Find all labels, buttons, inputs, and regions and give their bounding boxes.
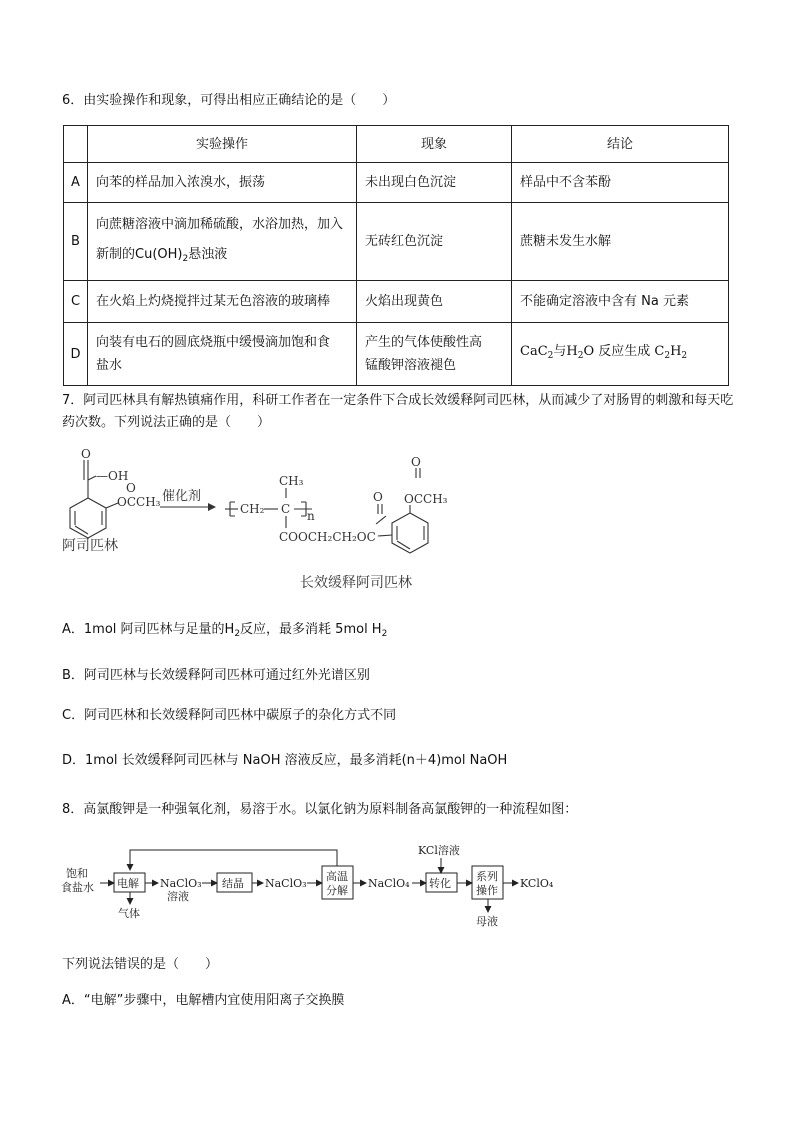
header-conclusion: 结论: [512, 126, 729, 163]
table-row: [64, 281, 729, 323]
phen-line-1: 产生的气体使酸性高: [365, 335, 483, 350]
reaction-scheme: [60, 448, 480, 596]
subscript: 2: [664, 351, 671, 361]
question-8-stem: 8．高氯酸钾是一种强氧化剂，易溶于水。以氯化钠为原料制备高氯酸钾的一种流程如图：: [62, 802, 578, 817]
product-naclo3-solution: NaClO₃: [160, 877, 202, 890]
step-crystallize: 结晶: [222, 877, 244, 890]
op-line-2: 新制的Cu(OH): [96, 246, 183, 262]
step-electrolysis: 电解: [117, 877, 139, 890]
product-label: 长效缓释阿司匹林: [300, 575, 412, 591]
ester-chain: COOCH₂CH₂OC: [279, 530, 376, 544]
step-conversion: 转化: [429, 877, 451, 890]
option-a-text: A．1mol 阿司匹林与足量的H: [62, 622, 235, 637]
header-phenomenon: 现象: [357, 126, 512, 163]
row-phenomenon: 无砖红色沉淀: [357, 203, 512, 281]
recycle-arrow: [130, 850, 337, 870]
table-row: [64, 163, 729, 203]
table-header-row: [64, 126, 729, 163]
row-phenomenon: 火焰出现黄色: [357, 281, 512, 323]
arrow-head-icon: [208, 503, 216, 511]
option-a-text: 反应，最多消耗 5mol H: [240, 622, 382, 637]
gas-label: 气体: [118, 907, 140, 920]
step-series: 系列: [476, 870, 498, 883]
step-decompose: 分解: [326, 884, 348, 897]
row-label: A: [64, 163, 88, 203]
product-naclo3: NaClO₃: [265, 877, 307, 890]
step-operation: 操作: [476, 884, 498, 897]
final-product-kclo4: KClO₄: [520, 877, 554, 890]
header-blank: [64, 126, 88, 163]
phen-line-2: 锰酸钾溶液褪色: [365, 358, 457, 373]
row-operation: 在火焰上灼烧搅拌过某无色溶液的玻璃棒: [88, 281, 357, 323]
process-flowchart: [60, 840, 580, 934]
row-phenomenon: [357, 323, 512, 386]
formula-part: H: [670, 344, 682, 359]
option-a: [62, 620, 387, 644]
product-acetoxy-oxygen: O: [411, 455, 421, 469]
row-conclusion: [512, 323, 729, 386]
row-operation: 向苯的样品加入浓溴水，振荡: [88, 163, 357, 203]
formula-part: CaC: [520, 344, 548, 359]
row-conclusion: 蔗糖未发生水解: [512, 203, 729, 281]
row-label: D: [64, 323, 88, 386]
mother-liquor-label: 母液: [476, 915, 498, 928]
hydroxyl-label: —OH: [96, 469, 129, 483]
op-line-2: 盐水: [96, 358, 123, 373]
formula-part: O 反应生成 C: [583, 344, 665, 359]
formula-part: 与H: [553, 344, 578, 359]
ch3-label: CH₃: [279, 474, 304, 488]
cooh-oxygen: O: [81, 448, 91, 461]
subscript: 2: [547, 351, 554, 361]
subscript: 2: [577, 351, 584, 361]
option-b: B．阿司匹林与长效缓释阿司匹林可通过红外光谱区别: [62, 668, 370, 683]
op-line-1: 向装有电石的圆底烧瓶中缓慢滴加饱和食: [96, 335, 331, 350]
subscript: 2: [681, 351, 688, 361]
repeat-n: n: [307, 509, 315, 523]
table-row: [64, 203, 729, 281]
row-operation: [88, 323, 357, 386]
feed-label-1: 饱和: [66, 867, 88, 880]
option-c: C．阿司匹林和长效缓释阿司匹林中碳原子的杂化方式不同: [62, 708, 397, 723]
feed-label-2: 食盐水: [61, 881, 94, 894]
quaternary-carbon: C: [281, 502, 291, 516]
experiment-table: [63, 125, 729, 386]
product-acetoxy-label: OCCH₃: [404, 492, 448, 506]
product-benzene-ring: [378, 468, 428, 553]
row-operation: [88, 203, 357, 281]
question-8-ask: 下列说法错误的是（ ）: [62, 957, 219, 972]
catalyst-label: 催化剂: [162, 489, 202, 504]
row-conclusion: 不能确定溶液中含有 Na 元素: [512, 281, 729, 323]
subscript: 2: [234, 629, 241, 639]
option-d: D．1mol 长效缓释阿司匹林与 NaOH 溶液反应，最多消耗(n＋4)mol NaOH: [62, 753, 508, 768]
op-line-1: 向蔗糖溶液中滴加稀硫酸，水浴加热，加入: [96, 216, 344, 232]
subscript: 2: [381, 629, 388, 639]
row-label: C: [64, 281, 88, 323]
header-operation: 实验操作: [88, 126, 357, 163]
product-naclo4: NaClO₄: [368, 877, 410, 890]
step-high-temp: 高温: [326, 870, 348, 883]
question-6-stem: 6．由实验操作和现象，可得出相应正确结论的是（ ）: [62, 93, 396, 108]
ch2-label: CH₂: [240, 502, 265, 516]
solution-label: 溶液: [167, 890, 189, 903]
kcl-solution-label: KCl溶液: [418, 844, 460, 857]
acetoxy-oxygen: O: [126, 481, 136, 495]
acetoxy-label: OCCH₃: [117, 495, 161, 509]
aspirin-label: 阿司匹林: [62, 538, 118, 554]
row-label: B: [64, 203, 88, 281]
ester-oxygen: O: [373, 490, 383, 504]
question-8-option-a: A．“电解”步骤中，电解槽内宜使用阳离子交换膜: [62, 993, 345, 1008]
question-7-stem: 7．阿司匹林具有解热镇痛作用，科研工作者在一定条件下合成长效缓释阿司匹林，从而减少了对肠胃的刺激和每天吃药次数。下列说法正确的是（ ）: [62, 393, 734, 430]
row-conclusion: 样品中不含苯酚: [512, 163, 729, 203]
row-phenomenon: 未出现白色沉淀: [357, 163, 512, 203]
subscript: 2: [182, 253, 189, 264]
op-line-2-end: 悬浊液: [188, 246, 228, 262]
table-row: [64, 323, 729, 386]
